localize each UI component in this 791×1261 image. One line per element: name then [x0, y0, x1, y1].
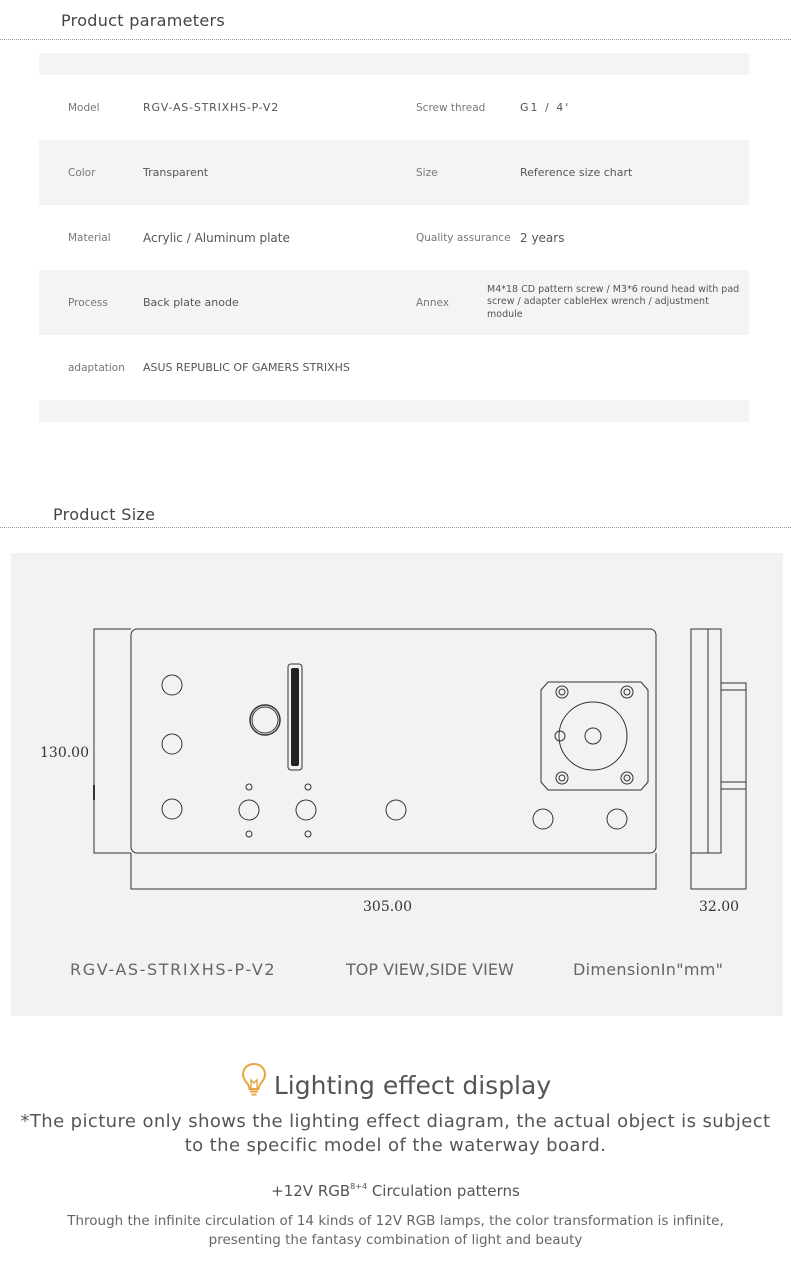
- small-hole: [246, 784, 252, 790]
- param-value: Back plate anode: [143, 296, 239, 309]
- depth-label: 32.00: [699, 899, 740, 915]
- port-circle: [533, 809, 553, 829]
- param-key: Process: [68, 296, 108, 309]
- view-caption: TOP VIEW,SIDE VIEW: [346, 960, 514, 979]
- port-circle: [607, 809, 627, 829]
- model-caption: RGV-AS-STRIXHS-P-V2: [70, 960, 277, 979]
- hole-circle: [162, 799, 182, 819]
- height-dimension-line: [94, 629, 131, 853]
- param-key: Quality assurance: [416, 231, 511, 244]
- hole-circle: [162, 734, 182, 754]
- small-hole: [305, 831, 311, 837]
- port-circle: [239, 800, 259, 820]
- side-view-block: [721, 683, 746, 789]
- params-section-title: Product parameters: [61, 11, 226, 30]
- param-value: RGV-AS-STRIXHS-P-V2: [143, 101, 280, 114]
- param-key: Screw thread: [416, 101, 486, 114]
- lighting-note: *The picture only shows the lighting effect diagram, the actual object is subject to the specific model of the waterway board.: [20, 1111, 771, 1156]
- subhead-tail: Circulation patterns: [367, 1182, 520, 1200]
- param-key: adaptation: [68, 361, 125, 374]
- lighting-description: Through the infinite circulation of 14 kinds of 12V RGB lamps, the color transformation is infinite, presenting the fantasy combination of light and beauty: [67, 1213, 724, 1248]
- subhead-main: +12V RGB: [271, 1182, 351, 1200]
- pump-screw: [621, 772, 633, 784]
- lighting-subhead: [0, 1182, 791, 1200]
- pump-center: [585, 728, 601, 744]
- param-value: M4*18 CD pattern screw / M3*6 round head with pad screw / adapter cableHex wrench / adjustment module: [487, 283, 740, 320]
- subhead-sup: 8+4: [350, 1182, 368, 1191]
- lightbulb-icon: [240, 1062, 268, 1102]
- small-hole: [246, 831, 252, 837]
- size-section-title: Product Size: [53, 505, 156, 524]
- param-key: Color: [68, 166, 96, 179]
- port-circle: [250, 705, 280, 735]
- unit-caption: DimensionIn"mm": [573, 960, 724, 979]
- param-value: G1 / 4': [520, 101, 571, 114]
- port-circle: [386, 800, 406, 820]
- hole-circle: [162, 675, 182, 695]
- logo-strip-fill: [291, 668, 299, 766]
- param-value: ASUS REPUBLIC OF GAMERS STRIXHS: [143, 361, 350, 374]
- small-hole: [305, 784, 311, 790]
- pump-screw: [621, 686, 633, 698]
- pump-screw-inner: [559, 689, 565, 695]
- param-key: Material: [68, 231, 111, 244]
- port-circle-inner: [252, 707, 278, 733]
- pump-screw: [556, 772, 568, 784]
- height-label: 130.00: [40, 745, 89, 761]
- pump-screw: [556, 686, 568, 698]
- side-view-plate: [708, 629, 721, 853]
- pump-rotor: [559, 702, 627, 770]
- pump-inlet: [555, 731, 565, 741]
- width-dimension-line: [131, 853, 656, 889]
- pump-screw-inner: [559, 775, 565, 781]
- depth-dimension-line: [691, 789, 746, 889]
- lighting-title: [0, 1062, 791, 1102]
- param-value: Acrylic / Aluminum plate: [143, 230, 290, 245]
- param-key: Annex: [416, 296, 449, 309]
- lighting-title-text: Lighting effect display: [273, 1071, 552, 1100]
- param-key: Model: [68, 101, 100, 114]
- param-value: Transparent: [143, 166, 209, 179]
- width-label: 305.00: [363, 899, 412, 915]
- side-view-plate: [691, 629, 708, 853]
- pump-screw-inner: [624, 775, 630, 781]
- param-value: Reference size chart: [520, 166, 633, 179]
- port-circle: [296, 800, 316, 820]
- param-value: 2 years: [520, 230, 565, 245]
- param-key: Size: [416, 166, 438, 179]
- pump-screw-inner: [624, 689, 630, 695]
